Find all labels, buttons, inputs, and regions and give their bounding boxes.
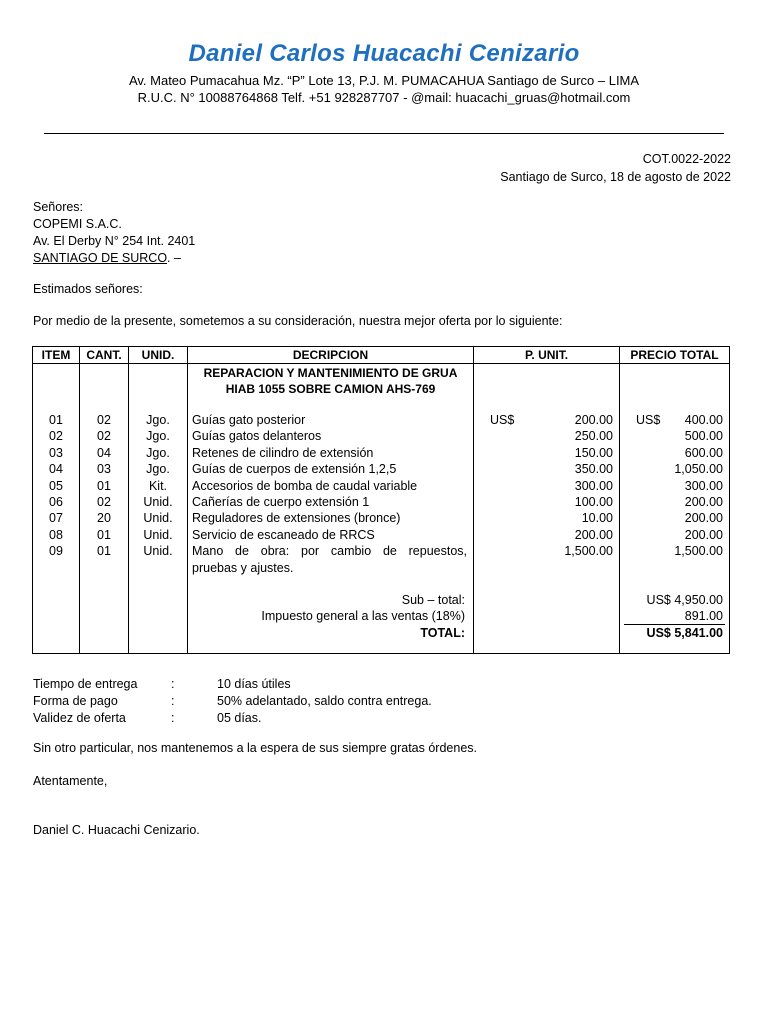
addressee-salutation: Señores:: [33, 200, 84, 214]
addressee-block: [33, 199, 195, 267]
row-unit-price: 250.00: [574, 429, 613, 444]
row-unit-price: 100.00: [574, 495, 613, 510]
work-title-line2: HIAB 1055 SOBRE CAMION AHS-769: [225, 382, 436, 396]
row-qty: 02: [97, 413, 111, 427]
closing-text: Sin otro particular, nos mantenemos a la espera de sus siempre gratas órdenes.: [33, 741, 477, 755]
row-total-price: 500.00: [684, 429, 723, 444]
row-total-price: 300.00: [684, 478, 723, 493]
unit-column: [129, 364, 188, 654]
description-column: [188, 364, 474, 654]
row-unit: Unid.: [143, 511, 173, 526]
row-unit: Jgo.: [146, 462, 170, 477]
addressee-city-line: [33, 250, 195, 267]
place-date: Santiago de Surco, 18 de agosto de 2022: [500, 170, 731, 184]
letterhead: [0, 40, 768, 106]
row-item: 09: [49, 544, 63, 559]
row-qty: 03: [97, 462, 111, 477]
total-label: TOTAL:: [420, 625, 465, 640]
header-unit: UNID.: [129, 347, 188, 364]
intro-paragraph: Por medio de la presente, sometemos a su consideración, nuestra mejor oferta por lo siguiente:: [33, 314, 563, 328]
row-qty: 20: [97, 511, 111, 526]
row-unit-price: 350.00: [574, 462, 613, 477]
row-qty: 01: [97, 527, 111, 542]
addressee-city-suffix: . –: [167, 251, 181, 265]
quotation-table: [32, 346, 730, 654]
row-description: Guías de cuerpos de extensión 1,2,5: [192, 462, 397, 477]
quotation-code: COT.0022-2022: [642, 152, 731, 166]
header-qty: CANT.: [80, 347, 129, 364]
term-value: 05 días.: [217, 711, 262, 725]
row-description: Reguladores de extensiones (bronce): [192, 511, 401, 526]
row-unit-price: 300.00: [574, 478, 613, 493]
addressee-street: Av. El Derby N° 254 Int. 2401: [33, 234, 196, 248]
row-unit: Jgo.: [146, 413, 170, 427]
row-unit: Jgo.: [146, 429, 170, 444]
row-description: Retenes de cilindro de extensión: [192, 445, 374, 460]
row-item: 03: [49, 445, 63, 460]
term-row: [33, 710, 432, 727]
row-unit: Unid.: [143, 495, 173, 510]
company-name: Daniel Carlos Huacachi Cenizario: [188, 40, 580, 67]
row-unit-price: 10.00: [581, 511, 613, 526]
term-sep: :: [171, 677, 175, 691]
row-unit-price: US$ 200.00: [490, 413, 613, 427]
total-price-column: [620, 364, 730, 654]
row-unit-price: 150.00: [574, 445, 613, 460]
addressee-company: COPEMI S.A.C.: [33, 217, 122, 231]
term-label: Validez de oferta: [33, 711, 126, 725]
unit-price-column: [474, 364, 620, 654]
table-body: [33, 364, 730, 654]
tax-value: 891.00: [684, 609, 723, 624]
table-header-row: [33, 347, 730, 364]
row-unit: Kit.: [148, 478, 168, 493]
tax-label: Impuesto general a las ventas (18%): [261, 609, 465, 624]
header-total-price: PRECIO TOTAL: [620, 347, 730, 364]
reference-block: [500, 150, 731, 186]
row-total-price: 200.00: [684, 495, 723, 510]
regards: Atentamente,: [33, 774, 108, 788]
header-divider: [44, 133, 724, 134]
row-total-price: 200.00: [684, 511, 723, 526]
row-item: 02: [49, 429, 63, 444]
row-total-price: 1,050.00: [674, 462, 723, 477]
row-item: 04: [49, 462, 63, 477]
row-total-price: US$ 400.00: [636, 413, 723, 427]
row-qty: 02: [97, 429, 111, 444]
row-item: 06: [49, 495, 63, 510]
row-item: 08: [49, 527, 63, 542]
header-unit-price: P. UNIT.: [474, 347, 620, 364]
row-total-price: 1,500.00: [674, 544, 723, 559]
company-contact: R.U.C. N° 10088764868 Telf. +51 928287707 - @mail: huacachi_gruas@hotmail.com: [137, 90, 631, 105]
company-address: Av. Mateo Pumacahua Mz. “P” Lote 13, P.J. M. PUMACAHUA Santiago de Surco – LIMA: [128, 73, 640, 88]
row-qty: 02: [97, 495, 111, 510]
row-description: Accesorios de bomba de caudal variable: [192, 478, 418, 493]
row-qty: 04: [97, 445, 111, 460]
row-unit: Unid.: [143, 544, 173, 559]
row-item: 05: [49, 478, 63, 493]
row-total-price: 200.00: [684, 527, 723, 542]
row-unit-price: 1,500.00: [564, 544, 613, 559]
row-item: 07: [49, 511, 63, 526]
term-row: [33, 676, 432, 693]
subtotal-label: Sub – total:: [401, 593, 465, 608]
term-value: 10 días útiles: [217, 677, 291, 691]
term-row: [33, 693, 432, 710]
currency-label: US$: [490, 413, 515, 427]
header-description: DECRIPCION: [188, 347, 474, 364]
row-description-cont: pruebas y ajustes.: [192, 560, 294, 575]
item-column: [33, 364, 80, 654]
term-sep: :: [171, 711, 175, 725]
currency-label: US$: [636, 413, 661, 427]
row-total-price: 600.00: [684, 445, 723, 460]
total-value: US$ 5,841.00: [646, 626, 723, 641]
row-description: Cañerías de cuerpo extensión 1: [192, 495, 370, 510]
row-description: Guías gatos delanteros: [192, 429, 322, 444]
terms-block: [33, 676, 432, 727]
term-label: Forma de pago: [33, 694, 118, 708]
subtotal-value: US$ 4,950.00: [646, 592, 723, 607]
row-unit-price: 200.00: [574, 527, 613, 542]
row-description: Servicio de escaneado de RRCS: [192, 527, 375, 542]
row-unit: Unid.: [143, 527, 173, 542]
qty-column: [80, 364, 129, 654]
signer-name: Daniel C. Huacachi Cenizario.: [33, 823, 200, 837]
header-item: ITEM: [33, 347, 80, 364]
term-label: Tiempo de entrega: [33, 677, 138, 691]
work-title-line1: REPARACION Y MANTENIMIENTO DE GRUA: [203, 366, 458, 380]
row-description: Mano de obra: por cambio de repuestos,: [192, 544, 467, 559]
row-item: 01: [49, 413, 63, 427]
row-qty: 01: [97, 544, 111, 559]
work-title: [188, 364, 473, 397]
addressee-city: SANTIAGO DE SURCO: [33, 251, 168, 265]
row-description: Guías gato posterior: [192, 413, 306, 427]
row-unit: Jgo.: [146, 445, 170, 460]
row-qty: 01: [97, 478, 111, 493]
term-value: 50% adelantado, saldo contra entrega.: [217, 694, 432, 708]
term-sep: :: [171, 694, 175, 708]
greeting: Estimados señores:: [33, 282, 143, 296]
